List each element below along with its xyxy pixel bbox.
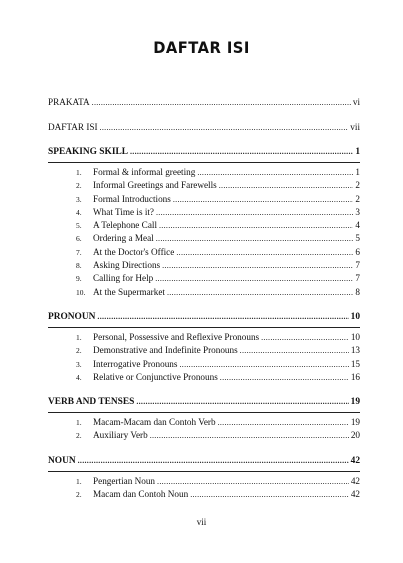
dot-leader (220, 373, 349, 382)
toc-section[interactable] (48, 456, 360, 472)
dot-leader (156, 208, 353, 217)
dot-leader (219, 181, 354, 190)
toc-item-number: 3. (76, 194, 82, 204)
dot-leader (190, 490, 349, 499)
toc-sublist (48, 332, 360, 385)
toc-sublist (48, 417, 360, 444)
dot-leader (159, 221, 353, 230)
toc-item-number: 1. (76, 332, 82, 342)
toc-entry-page: 10 (350, 331, 360, 342)
toc-item[interactable] (76, 287, 360, 300)
page-number: vii (196, 517, 207, 527)
toc-entry-label: Relative or Conjunctive Pronouns (93, 371, 218, 382)
toc-item-number: 2. (76, 346, 82, 356)
toc-entry-page: 42 (350, 455, 360, 466)
toc-entry-label: Informal Greetings and Farewells (93, 180, 217, 191)
toc-entry-label: Interrogative Pronouns (93, 358, 178, 369)
toc-entry-label: DAFTAR ISI (48, 122, 98, 132)
toc-entry-page: 20 (350, 430, 360, 441)
toc-item-number: 2. (76, 490, 82, 500)
dot-leader (136, 397, 348, 406)
toc-entry-page: 16 (350, 371, 360, 382)
toc-item-number: 4. (76, 207, 82, 217)
toc-item[interactable] (76, 476, 360, 489)
toc-entry-page: 7 (355, 260, 360, 271)
toc-entry-label: VERB AND TENSES (48, 397, 135, 408)
toc-entry-page: 19 (350, 397, 360, 408)
toc-entry-label: A Telephone Call (93, 220, 157, 231)
toc-entry-page: 4 (355, 220, 360, 231)
toc-entry-label: Asking Directions (93, 260, 161, 271)
toc-entry-label: Formal & informal greeting (93, 167, 196, 177)
toc-entry-label: Macam dan Contoh Noun (93, 489, 189, 500)
dot-leader (167, 288, 353, 297)
toc-item[interactable] (76, 430, 360, 443)
toc-item[interactable] (76, 489, 360, 502)
toc-entry-page: 10 (350, 311, 360, 322)
toc-item-number: 2. (76, 181, 82, 191)
toc-item[interactable] (76, 345, 360, 358)
toc-item[interactable] (76, 372, 360, 385)
toc-entry-page: 19 (350, 417, 360, 428)
toc-entry-page: 2 (355, 180, 360, 191)
toc-item[interactable] (76, 359, 360, 372)
dot-leader (176, 248, 353, 257)
toc-item-number: 10. (76, 287, 86, 297)
toc-entry-label: At the Doctor's Office (93, 246, 175, 257)
toc-entry-page: 1 (355, 167, 360, 177)
dot-leader (218, 418, 349, 427)
toc-entry[interactable] (48, 97, 360, 110)
toc-entry-label: PRAKATA (48, 97, 90, 107)
dot-leader (156, 234, 354, 243)
toc-entry-page: 42 (350, 489, 360, 500)
dot-leader (197, 168, 353, 177)
dot-leader (78, 456, 349, 465)
dot-leader (179, 360, 348, 369)
dot-leader (173, 195, 354, 204)
toc-item[interactable] (76, 260, 360, 273)
toc-entry-label: Ordering a Meal (93, 233, 154, 244)
toc-entry-label: What Time is it? (93, 206, 154, 217)
toc-item-number: 1. (76, 418, 82, 428)
toc-entry-label: Macam-Macam dan Contoh Verb (93, 417, 216, 428)
table-of-contents (48, 97, 360, 502)
toc-entry-page: 2 (355, 193, 360, 204)
toc-section[interactable] (48, 397, 360, 413)
toc-item[interactable] (76, 220, 360, 233)
toc-item[interactable] (76, 273, 360, 286)
toc-entry-page: 3 (355, 206, 360, 217)
toc-entry-label: Calling for Help (93, 273, 154, 284)
toc-entry[interactable] (48, 122, 360, 135)
toc-entry-page: 13 (350, 345, 360, 356)
toc-section[interactable] (48, 147, 360, 163)
toc-entry-page: 1 (355, 147, 360, 157)
toc-section[interactable] (48, 312, 360, 328)
toc-item-number: 7. (76, 247, 82, 257)
toc-entry-label: Personal, Possessive and Reflexive Pronouns (93, 331, 260, 342)
page-title: DAFTAR ISI (153, 38, 250, 57)
toc-item[interactable] (76, 247, 360, 260)
toc-entry-page: vi (352, 97, 360, 107)
toc-item-number: 3. (76, 359, 82, 369)
toc-item-number: 1. (76, 476, 82, 486)
toc-entry-page: 6 (355, 246, 360, 257)
toc-entry-page: 7 (355, 273, 360, 284)
dot-leader (157, 477, 349, 486)
toc-item[interactable] (76, 194, 360, 207)
toc-entry-label: SPEAKING SKILL (48, 147, 128, 157)
toc-entry-page: 8 (355, 286, 360, 297)
toc-item[interactable] (76, 417, 360, 430)
dot-leader (97, 312, 348, 321)
toc-entry-page: 5 (355, 233, 360, 244)
toc-sublist (48, 167, 360, 300)
toc-entry-label: Auxiliary Verb (93, 430, 148, 441)
toc-entry-label: At the Supermarket (93, 286, 165, 297)
toc-entry-label: Pengertian Noun (93, 475, 156, 486)
toc-item[interactable] (76, 180, 360, 193)
toc-item[interactable] (76, 167, 360, 180)
dot-leader (155, 274, 353, 283)
toc-item-number: 1. (76, 168, 82, 177)
toc-item[interactable] (76, 207, 360, 220)
dot-leader (162, 261, 353, 270)
toc-item[interactable] (76, 233, 360, 246)
toc-entry-page: vii (350, 122, 360, 132)
dot-leader (100, 123, 349, 132)
toc-item-number: 8. (76, 261, 82, 271)
toc-entry-label: PRONOUN (48, 311, 96, 322)
dot-leader (92, 98, 351, 107)
toc-entry-label: Formal Introductions (93, 193, 171, 204)
toc-item-number: 9. (76, 274, 82, 284)
toc-entry-page: 15 (350, 358, 360, 369)
dot-leader (130, 147, 353, 156)
toc-item-number: 4. (76, 372, 82, 382)
toc-item-number: 2. (76, 431, 82, 441)
toc-item-number: 5. (76, 221, 82, 231)
toc-entry-label: NOUN (48, 455, 76, 466)
toc-entry-label: Demonstrative and Indefinite Pronouns (93, 345, 238, 356)
toc-item-number: 6. (76, 234, 82, 244)
toc-item[interactable] (76, 332, 360, 345)
toc-sublist (48, 476, 360, 503)
toc-entry-page: 42 (350, 475, 360, 486)
dot-leader (150, 431, 349, 440)
dot-leader (261, 333, 349, 342)
dot-leader (240, 346, 349, 355)
